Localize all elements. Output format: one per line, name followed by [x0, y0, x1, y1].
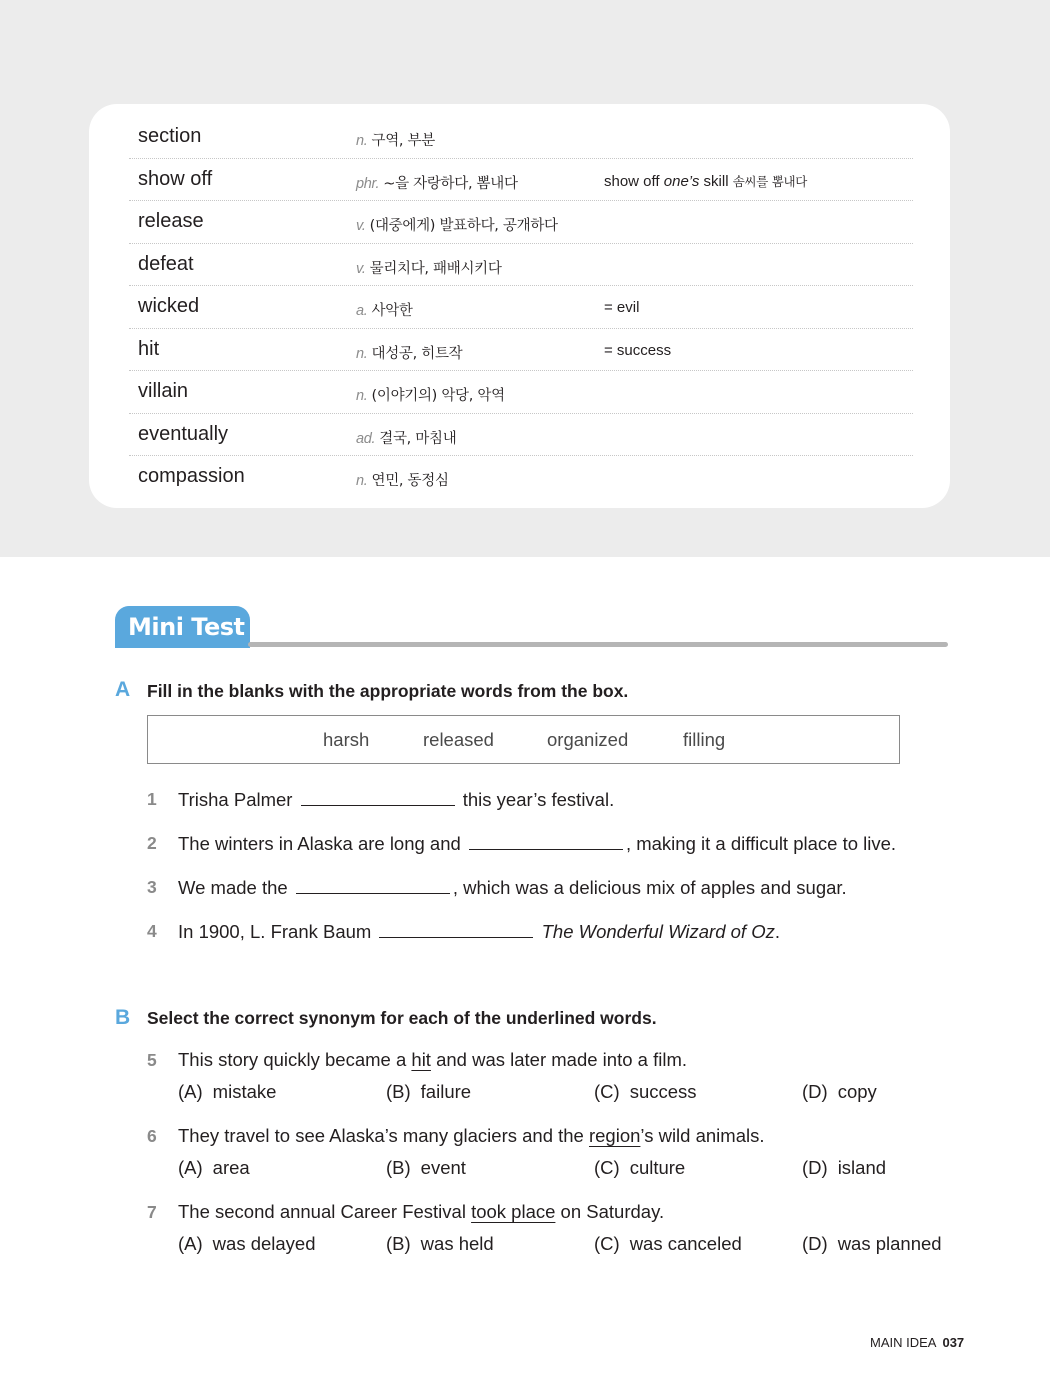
option-c[interactable]: (C) was canceled	[594, 1233, 742, 1254]
vocab-definition: n. 연민, 동정심	[356, 473, 449, 489]
vocab-word: section	[138, 125, 202, 147]
mini-test-heading: Mini Test	[115, 606, 250, 648]
question-number: 1	[147, 789, 157, 809]
vocab-definition: n. 구역, 부분	[356, 133, 435, 149]
section-b-instruction: Select the correct synonym for each of the underlined words.	[147, 1008, 657, 1028]
vocab-definition: v. (대중에게) 발표하다, 공개하다	[356, 218, 558, 234]
option-c[interactable]: (C) culture	[594, 1157, 686, 1178]
box-word: harsh	[323, 729, 370, 750]
vocab-row	[129, 456, 913, 499]
option-d[interactable]: (D) island	[802, 1157, 887, 1178]
vocab-row	[129, 371, 913, 414]
option-a[interactable]: (A) area	[178, 1157, 250, 1178]
option-b[interactable]: (B) failure	[386, 1081, 472, 1102]
vocab-row	[129, 286, 913, 329]
vocabulary-card	[89, 104, 950, 508]
question-text: In 1900, L. Frank Baum The Wonderful Wizard of Oz.	[178, 921, 780, 942]
question-text: They travel to see Alaska’s many glaciers and the region’s wild animals.	[178, 1125, 765, 1146]
vocab-example: show off one’s skill 솜씨를 뽐내다	[604, 172, 808, 190]
option-a[interactable]: (A) was delayed	[178, 1233, 316, 1254]
question-text: This story quickly became a hit and was later made into a film.	[178, 1049, 687, 1070]
question-number: 7	[147, 1202, 157, 1222]
section-a-letter: A	[115, 678, 131, 701]
vocab-word: villain	[138, 380, 189, 402]
vocab-row	[129, 414, 913, 457]
box-word: organized	[547, 729, 629, 750]
option-c[interactable]: (C) success	[594, 1081, 697, 1102]
option-d[interactable]: (D) was planned	[802, 1233, 942, 1254]
question-number: 3	[147, 877, 157, 897]
box-word: filling	[683, 729, 726, 750]
vocab-row	[129, 159, 913, 202]
underlined-word: hit	[411, 1049, 431, 1070]
vocab-definition: phr. ~을 자랑하다, 뽐내다	[356, 175, 518, 192]
question-text: We made the , which was a delicious mix of apples and sugar.	[178, 877, 847, 898]
vocab-word: hit	[138, 337, 160, 360]
vocab-definition: n. (이야기의) 악당, 악역	[356, 388, 505, 404]
vocab-definition: a. 사악한	[356, 303, 413, 319]
word-box	[147, 715, 900, 764]
page-footer	[870, 1335, 964, 1350]
question-text: Trisha Palmer this year’s festival.	[178, 789, 615, 810]
answer-blank[interactable]	[301, 788, 455, 806]
question-text: The winters in Alaska are long and , making it a difficult place to live.	[178, 833, 897, 854]
page-number: 037	[942, 1335, 965, 1350]
question-number: 2	[147, 833, 157, 853]
answer-blank[interactable]	[296, 876, 450, 894]
vocab-synonym: = success	[604, 341, 672, 359]
option-b[interactable]: (B) event	[386, 1157, 466, 1178]
underlined-word: region	[588, 1125, 641, 1146]
vocab-definition: n. 대성공, 히트작	[356, 345, 463, 362]
question-number: 4	[147, 921, 157, 941]
vocab-definition: v. 물리치다, 패배시키다	[356, 260, 502, 277]
vocab-word: defeat	[138, 252, 194, 275]
section-b-letter: B	[115, 1006, 131, 1029]
vocab-row	[129, 116, 913, 159]
vocab-word: compassion	[138, 465, 245, 487]
footer-label: MAIN IDEA	[870, 1335, 937, 1350]
vocab-row	[129, 244, 913, 287]
answer-blank[interactable]	[469, 832, 623, 850]
box-word: released	[423, 729, 494, 750]
question-number: 5	[147, 1050, 157, 1070]
section-a-instruction: Fill in the blanks with the appropriate words from the box.	[147, 681, 629, 701]
vocab-row	[129, 329, 913, 372]
answer-blank[interactable]	[379, 920, 533, 938]
vocab-word: release	[138, 210, 204, 232]
vocab-word: show off	[138, 167, 213, 190]
vocab-synonym: = evil	[604, 299, 640, 316]
option-b[interactable]: (B) was held	[386, 1233, 494, 1254]
heading-rule	[248, 642, 948, 647]
vocab-row	[129, 201, 913, 244]
option-a[interactable]: (A) mistake	[178, 1081, 277, 1102]
vocab-word: eventually	[138, 422, 229, 445]
vocab-word: wicked	[138, 295, 200, 317]
question-number: 6	[147, 1126, 157, 1146]
underlined-word: took place	[471, 1201, 556, 1222]
question-text: The second annual Career Festival took place on Saturday.	[178, 1201, 665, 1222]
vocab-definition: ad. 결국, 마침내	[356, 430, 457, 447]
option-d[interactable]: (D) copy	[802, 1081, 877, 1102]
